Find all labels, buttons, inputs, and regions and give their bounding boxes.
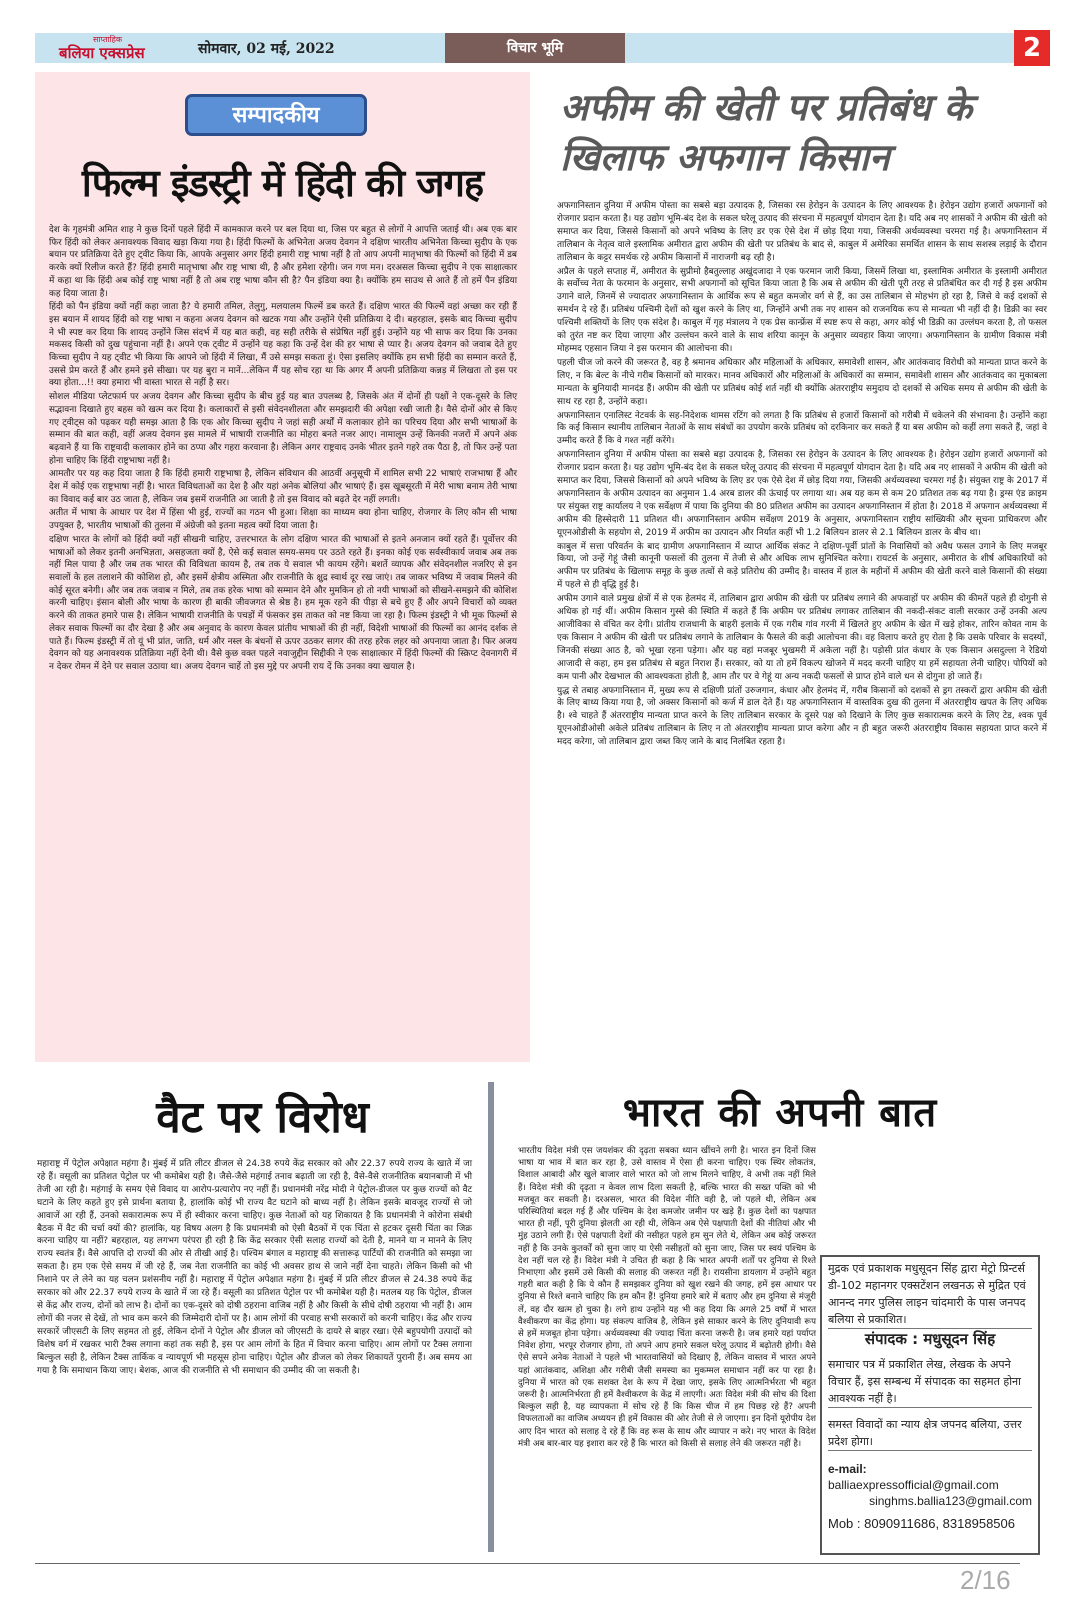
editorial-paragraph: दक्षिण भारत के लोगों को हिंदी क्यों नहीं सीखनी चाहिए, उत्तरभारत के लोग दक्षिण भारत की भाषाओं से इतने अनजान क्यों रहते हैं। पूर्वोत्तर की भाषाओं को लेकर इतनी अनभिज्ञता, असहजता क्यों है, ऐसे कई सवाल समय-समय पर उठते रहते हैं। इनका कोई एक सर्वस्वीकार्य जवाब अब तक नहीं मिल पाया है और जब तक भारत की विविधता कायम है, तब तक ये सवाल भी कायम रहेंगे। बशर्ते व्यापक और संवेदनशील नजरिए से इन सवालों के हल तलाशने की कोशिश हो, और इसमें क्षेत्रीय अस्मिता और राजनीति के क्षुद्र स्वार्थ दूर रख जाएं। तब जाकर भविष्य में जवाब मिलने की कोई सूरत बनेगी। और जब तक जवाब न मिले, तब तक हरेक भाषा को सम्मान देने और मुमकिन हो तो नयी भाषाओं को सीखने-समझने की कोशिश करनी चाहिए। इंसान बोली और भाषा के कारण ही बाकी जीवजगत से श्रेष्ठ है। हम मूक रहने की पीड़ा से बचे हुए हैं और अपने विचारों को व्यक्त करने की ताकत हमारे पास है। लेकिन भाषायी राजनीति के पचड़ों में फंसकर इस ताकत को नष्ट किया जा रहा है। फिल्म इंडस्ट्री ने भी मूक फिल्मों से लेकर सवाक फिल्मों का दौर देखा है और अब अनुवाद के कारण केवल प्रांतीय भाषाओं की ही नहीं, विदेशी भाषाओं की फिल्मों का आनंद दर्शक ले पाते हैं। फिल्म इंडस्ट्री में तो यूं भी प्रांत, जाति, धर्म और नस्ल के बंधनों से ऊपर उठकर सागर की तरह हरेक लहर को अपनाया जाता है। फिर अजय देवगन को यह अनावश्यक प्रतिक्रिया नहीं देनी थी। वैसे कुछ वक्त पहले नवाजुद्दीन सिद्दीकी ने एक साक्षात्कार में हिंदी फिल्मों की स्क्रिप्ट देवनागरी में न देकर रोमन में देने पर सवाल उठाया था। अजय देवगन चाहें तो इस मुद्दे पर अपनी राय दें कि उनका क्या खयाल है। <box>49 534 517 672</box>
section-title: विचार भूमि <box>445 33 625 63</box>
afghan-paragraph: काबुल में सत्ता परिवर्तन के बाद ग्रामीण अफगानिस्तान में व्याप्त आर्थिक संकट ने दक्षिण-पूर्वी प्रांतों के निवासियों को अवैध फसल उगाने के लिए मजबूर किया, जो उन्हें गेहूं जैसी कानूनी फसलों की तुलना में तेजी से और अधिक लाभ सुनिश्चित करेगा। रायटर्स के अनुसार, अमीरात के शीर्ष अधिकारियों को अफीम पर प्रतिबंध के खिलाफ समूह के कुछ तत्वों से कड़े प्रतिरोध की उम्मीद है। वास्तव में हाल के महीनों में अफीम की खेती करने वाले किसानों की संख्या में पहले से ही वृद्धि हुई है। <box>557 541 1047 591</box>
email-label: e-mail: <box>828 1462 867 1476</box>
afghan-article-body <box>557 200 1047 750</box>
imprint-disclaimer: समाचार पत्र में प्रकाशित लेख, लेखक के अपने विचार हैं, इस सम्बन्ध में संपादक का सहमत होना आवश्यक नहीं है। <box>828 1356 1032 1408</box>
editorial-title: फिल्म इंडस्ट्री में हिंदी की जगह <box>81 160 484 205</box>
afghan-paragraph: पहली चीज जो करने की जरूरत है, वह है श्रमानव अधिकार और महिलाओं के अधिकार, समावेशी शासन, और आतंकवाद विरोधी को मान्यता प्राप्त करने के लिए, न कि बेल्ट के नीचे गरीब किसानों को मारकर। मानव अधिकारों और महिलाओं के अधिकारों का सम्मान, समावेशी शासन और आतंकवाद का मुकाबला मान्यता के बुनियादी मानदंड हैं। अफीम की खेती पर प्रतिबंध कोई शर्त नहीं थी क्योंकि अंतरराष्ट्रीय समुदाय दो दशकों से अधिक समय से अफीम की खेती के साथ रह रहा है, उन्होंने कहा। <box>557 357 1047 407</box>
imprint-jurisdiction: समस्त विवादों का न्याय क्षेत्र जपनद बलिया, उत्तर प्रदेश होगा। <box>828 1416 1032 1451</box>
india-article-title: भारत की अपनी बात <box>622 1089 938 1136</box>
dateline: सोमवार, 02 मई, 2022 <box>198 40 335 57</box>
afghan-paragraph: अफीम उगाने वाले प्रमुख क्षेत्रों में से एक हेलमंद में, तालिबान द्वारा अफीम की खेती पर प्रतिबंध लगाने की अफवाहों पर अफीम की कीमतें पहले ही दोगुनी से अधिक हो गई थीं। अफीम किसान गुस्से की स्थिति में कहते हैं कि अफीम पर प्रतिबंध लगाकर तालिबान की नकदी-संकट वाली सरकार उन्हें उनकी अल्प आजीविका से वंचित कर देगी। प्रांतीय राजधानी के बाहरी इलाके में एक गरीब गांव गरनी में खिलते हुए अफीम के खेत में खड़े होकर, तारिन कोवत नाम के एक किसान ने अफीम की खेती पर प्रतिबंध लगाने के तालिबान के फैसले की कड़ी आलोचना की। वह विलाप करते हुए रोता है कि उसके परिवार के सदस्यों, जिनकी संख्या आठ है, को भूखा रहना पड़ेगा। और यह वहां मजबूर भुखमरी में अकेला नहीं है। पड़ोसी प्रांत कंधार के एक किसान असदुल्ला ने रेडियो आजादी से कहा, हम इस प्रतिबंध से बहुत निराश हैं। सरकार, को या तो हमें विकल्प खोजने में मदद करनी चाहिए या हमें सहायता लेनी चाहिए। पोपियों को कम पानी और देखभाल की आवश्यकता होती है, आम तौर पर वे गेहूं या अन्य नकदी फसलों से प्राप्त होने वाले धन से दोगुना हो जाते हैं। <box>557 594 1047 682</box>
vat-article-title: वैट पर विरोध <box>156 1092 369 1143</box>
afghan-paragraph: अफगानिस्तान दुनिया में अफीम पोस्ता का सबसे बड़ा उत्पादक है, जिसका रस हेरोइन के उत्पादन के लिए आवश्यक है। हेरोइन उद्योग हजारों अफगानों को रोजगार प्रदान करता है। यह उद्योग भूमि-बंद देश के सकल घरेलू उत्पाद की संरचना में महत्वपूर्ण योगदान देता है। यदि अब नए शासकों ने अफीम की खेती को समाप्त कर दिया, जिससे किसानों को अपने भविष्य के लिए डर एक ऐसे देश में छोड़ दिया गया, जिसकी अर्थव्यवस्था चरमरा गई है। संयुक्त राष्ट्र के 2017 में अफगानिस्तान के अफीम उत्पादन का अनुमान 1.4 अरब डालर की ऊंचाई पर लगाया था। अब यह कम से कम 20 प्रतिशत तक बढ़ गया है। ड्रग्स एंड क्राइम पर संयुक्त राष्ट्र कार्यालय ने एक सर्वेक्षण में पाया कि दुनिया की 80 प्रतिशत अफीम का उत्पादन अफगानिस्तान में होता है। 2018 में अफगान अर्थव्यवस्था में अफीम की हिस्सेदारी 11 प्रतिशत थी। अफगानिस्तान अफीम सर्वेक्षण 2019 के अनुसार, अफगानिस्तान राष्ट्रीय सांख्यिकी और सूचना प्राधिकरण और यूएनओडीसी के सहयोग से, 2019 में अफीम का उत्पादन और निर्यात कहीं भी 1.2 बिलियन डालर से 2.1 बिलियन डालर के बीच था। <box>557 450 1047 538</box>
editorial-paragraph: देश के गृहमंत्री अमित शाह ने कुछ दिनों पहले हिंदी में कामकाज करने पर बल दिया था, जिस पर बहुत से लोगों ने आपत्ति जताई थी। अब एक बार फिर हिंदी को लेकर अनावश्यक विवाद खड़ा किया गया है। हिंदी फिल्मों के अभिनेता अजय देवगन ने दक्षिण भारतीय अभिनेता किच्चा सुदीप के एक बयान पर प्रतिक्रिया देते हुए ट्वीट किया कि, आपके अनुसार अगर हिंदी हमारी राष्ट्र भाषा नहीं है तो आप अपनी मातृभाषा की फिल्मों को हिंदी में डब करके क्यों रिलीज करते हैं? हिंदी हमारी मातृभाषा और राष्ट्र भाषा थी, है और हमेशा रहेगी। जन गण मन। दरअसल किच्चा सुदीप ने एक साक्षात्कार में कहा था कि हिंदी अब कोई राष्ट्र भाषा नहीं है तो अब राष्ट्र भाषा कौन सी है? पैन इंडिया क्या है। क्योंकि हम साउथ से आते हैं तो हमें पैन इंडिया कह दिया जाता है। <box>49 225 517 299</box>
column-divider <box>488 1082 494 1552</box>
bottom-rule <box>35 1563 1020 1564</box>
editorial-paragraph: आमतौर पर यह कह दिया जाता है कि हिंदी हमारी राष्ट्रभाषा है, लेकिन संविधान की आठवीं अनुसूची में शामिल सभी 22 भाषाएं राजभाषा हैं और देश में कोई एक राष्ट्रभाषा नहीं है। भारत विविधताओं का देश है और यहां अनेक बोलियां और भाषाएं हैं। इस खूबसूरती में मेरी भाषा बनाम तेरी भाषा का विवाद कई बार उठ जाता है, लेकिन जब इसमें राजनीति आ जाती है तो इस विवाद को बढ़ते देर नहीं लगती। <box>49 469 517 505</box>
editorial-paragraph: सोशल मीडिया प्लेटफार्म पर अजय देवगन और किच्चा सुदीप के बीच हुई यह बात उपलब्ध है, जिसके अंत में दोनों ही पक्षों ने एक-दूसरे के लिए सद्भावना दिखाते हुए बहस को खत्म कर दिया है। कलाकारों से इसी संवेदनशीलता और समझदारी की अपेक्षा रखी जाती है। वैसे दोनों ओर से किए गए ट्वीट्स को पढ़कर यही समझ आता है कि एक ओर किच्चा सुदीप ने जहां सही अर्थों में कलाकार होने का परिचय दिया और सभी भाषाओं के सम्मान की बात कही, वहीं अजय देवगन इस मामले में भाषायी राजनीति का मोहरा बनते नजर आए। नामालूम उन्हें किनकी नजरों में अपने अंक बढ़वाने हैं या कि राष्ट्रवादी कलाकार होने का ठप्पा और गहरा करवाना है। लेकिन अगर राष्ट्रवाद उनके भीतर इतने गहरे तक पैठा है, तो फिर उन्हें पता होना चाहिए कि हिंदी राष्ट्रभाषा नहीं है। <box>49 392 517 466</box>
afghan-paragraph: अप्रैल के पहले सप्ताह में, अमीरात के सुप्रीमो हैबतुल्लाह अखुंदजादा ने एक फरमान जारी किया, जिसमें लिखा था, इस्लामिक अमीरात के इस्लामी अमीरात के सर्वोच्च नेता के फरमान के अनुसार, सभी अफगानों को सूचित किया जाता है कि अब से अफीम की खेती पूरी तरह से प्रतिबंधित कर दी गई है इस अफीम उगाने वाले, जिनमें से ज्यादातर अफगानिस्तान के आर्थिक रूप से बहुत कमजोर वर्ग से हैं, का उस तालिबान से मोहभंग हो रहा है, जिसे वे कई दशकों से समर्थन दे रहे हैं। प्रतिबंध पश्चिमी देशों को खुश करने के लिए था, जिन्होंने अभी तक नए शासन को राजनयिक रूप से मान्यता भी नहीं दी है। डिक्री का स्वर पश्चिमी शक्तियों के लिए एक संदेश है। काबुल में गृह मंत्रालय ने एक प्रेस कान्फ्रेंस में स्पष्ट रूप से कहा, अगर कोई भी डिक्री का उल्लंघन करता है, तो फसल को तुरंत नष्ट कर दिया जाएगा और उल्लंघन करने वाले के साथ शरिया कानून के अनुसार व्यवहार किया जाएगा। अफगानिस्तान के ग्रामीण विकास मंत्री मोहम्मद एहसान जिया ने इस फरमान की आलोचना की। <box>557 266 1047 354</box>
brand-name: बलिया एक्सप्रेस <box>59 44 145 62</box>
editorial-paragraph: हिंदी को पैन इंडिया क्यों नहीं कहा जाता है? ये हमारी तमिल, तेलुगु, मलयालम फिल्में डब करते हैं। दक्षिण भारत की फिल्में वहां अच्छा कर रही हैं इस बयान में शायद हिंदी को राष्ट्र भाषा न कहना अजय देवगन को खटक गया और उन्होंने ऐसी प्रतिक्रिया दे दी। बहरहाल, इसके बाद किच्चा सुदीप ने भी स्पष्ट कर दिया कि शायद उन्होंने जिस संदर्भ में यह बात कही, वह सही तरीके से संप्रेषित नहीं हुई। उन्होंने यह भी साफ कर दिया कि उनका मकसद किसी को दुख पहुंचाना नहीं है। अपने एक ट्वीट में उन्होंने यह कहा कि उन्हें देश की हर भाषा से प्यार है। अजय देवगन को जवाब देते हुए किच्चा सुदीप ने यह ट्वीट भी किया कि आपने जो हिंदी में लिखा, मैं उसे समझ सकता हूं। ऐसा इसलिए क्योंकि हम सभी हिंदी का सम्मान करते हैं, उससे प्रेम करते हैं और हमने इसे सीखा। पर यह बुरा न मानें...लेकिन मैं यह सोच रहा था कि अगर मैं अपनी प्रतिक्रिया कन्नड़ में लिखता तो इस पर क्या होता...!! क्या हमारा भी वास्ता भारत से नहीं है सर। <box>49 302 517 389</box>
email-primary[interactable]: balliaexpressofficial@gmail.com <box>828 1478 999 1492</box>
afghan-paragraph: अफगानिस्तान एनालिस्ट नेटवर्क के सह-निदेशक थामस रटिंग को लगता है कि प्रतिबंध से हजारों किसानों को गरीबी में धकेलने की संभावना है। उन्होंने कहा कि कई किसान स्थानीय तालिबान नेताओं के साथ संबंधों का उपयोग करके प्रतिबंध को दरकिनार कर सकते हैं या बस अफीम को कहीं लगा सकते हैं, जहां वे उम्मीद करते हैं कि वे गश्त नहीं करेंगे। <box>557 410 1047 447</box>
editorial-badge: सम्पादकीय <box>185 94 367 136</box>
imprint-box <box>820 1255 1040 1555</box>
brand-weekly: साप्ताहिक <box>93 35 123 44</box>
page-indicator: 2/16 <box>960 1565 1011 1595</box>
editorial-body <box>49 224 517 675</box>
editorial-paragraph: अतीत में भाषा के आधार पर देश में हिंसा भी हुई, राज्यों का गठन भी हुआ। शिक्षा का माध्यम क्या होना चाहिए, रोजगार के लिए कौन सी भाषा उपयुक्त है, भारतीय भाषाओं की तुलना में अंग्रेजी को इतना महत्व क्यों दिया जाता है। <box>49 508 517 532</box>
imprint-contact <box>828 1461 1032 1509</box>
vat-article-body: महाराष्ट्र में पेट्रोल अपेक्षात महंगा है। मुंबई में प्रति लीटर डीजल से 24.38 रुपये केंद्र सरकार को और 22.37 रुपये राज्य के खाते में जा रहे हैं। वसूली का प्रतिशत पेट्रोल पर भी कमोबेश यही है। जैसे-जैसे महंगाई तनाव बढ़ाती जा रही है, वैसे-वैसे राजनीतिक बयानबाजी में भी तेजी आ रही है। महंगाई के समय ऐसे विवाद या आरोप-प्रत्यारोप नए नहीं हैं। प्रधानमंत्री नरेंद्र मोदी ने पेट्रोल-डीजल पर कुछ राज्यों को वैट घटाने के लिए कहते हुए इसे प्रार्थना बताया है, हालांकि कोई भी राज्य वैट घटाने को बाध्य नहीं है। लेकिन इसके बावजूद राज्यों से जो आवाजें आ रही हैं, उनको सकारात्मक रूप में ही स्वीकार करना चाहिए। कुछ नेताओं को यह शिकायत है कि प्रधानमंत्री ने कोरोना संबंधी बैठक में वैट की चर्चा क्यों की? हालांकि, यह विषय अलग है कि प्रधानमंत्री को ऐसी बैठकों में एक चिंता से हटकर दूसरी चिंता का जिक्र करना चाहिए या नहीं? बहरहाल, यह लगभग परंपरा ही रही है कि केंद्र सरकार ऐसी सलाह राज्यों को देती है, मानने या न मानने के लिए राज्य स्वतंत्र हैं। वैसे आपत्ति दो राज्यों की ओर से तीखी आई है। पश्चिम बंगाल व महाराष्ट्र की सत्तारूढ़ पार्टियों की राजनीति को समझा जा सकता है। हम एक ऐसे समय में जी रहे हैं, जब नेता राजनीति का कोई भी अवसर हाथ से जाने नहीं देना चाहते। लेकिन किसी को भी निशाने पर ले लेने का यह चलन प्रशंसनीय नहीं है। महाराष्ट्र में पेट्रोल अपेक्षात महंगा है। मुंबई में प्रति लीटर डीजल से 24.38 रुपये केंद्र सरकार को और 22.37 रुपये राज्य के खाते में जा रहे हैं। वसूली का प्रतिशत पेट्रोल पर भी कमोबेश यही है। मतलब यह कि पेट्रोल, डीजल से केंद्र और राज्य, दोनों को लाभ है। दोनों का एक-दूसरे को दोषी ठहराना वाजिब नहीं है और किसी के सीधे दोषी ठहराया भी नहीं है। आम लोगों की नजर से देखें, तो भाव कम करने की जिम्मेदारी दोनों पर है। आम लोगों की परवाह सभी सरकारों को करनी चाहिए। केंद्र और राज्य सरकारें जीएसटी के लिए सहमत तो हुई, लेकिन दोनों ने पेट्रोल और डीजल को जीएसटी के दायरे से बाहर रखा। ऐसे बहुपयोगी उत्पादों को विशेष वर्ग में रखकर भारी टैक्स लगाना कहां तक सही है, इस पर आम लोगों के हित में विचार करना चाहिए। आम लोगों पर टैक्स लगाना बिल्कुल सही है, लेकिन टैक्स तार्किक व न्यायपूर्ण भी महसूस होना चाहिए। पेट्रोल और डीजल को लेकर शिकायतें पुरानी हैं। अब समय आ गया है कि समाधान किया जाए। बेशक, आज की राजनीति से भी समाधान की उम्मीद की जा सकती है। <box>37 1159 473 1376</box>
imprint-publisher: मुद्रक एवं प्रकाशक मधुसूदन सिंह द्वारा मेट्रो प्रिन्टर्स डी-102 महानगर एक्सटेंशन लखनऊ से मुद्रित एवं आनन्द नगर पुलिस लाइन चांदमारी के पास जनपद बलिया से प्रकाशित। <box>828 1260 1032 1329</box>
masthead <box>35 33 1050 63</box>
editorial-panel <box>35 72 530 1062</box>
afghan-article-title: अफीम की खेती पर प्रतिबंध के खिलाफ अफगान किसान <box>560 85 973 179</box>
mobile-numbers: Mob : 8090911686, 8318958506 <box>828 1516 1015 1531</box>
india-article-body: भारतीय विदेश मंत्री एस जयशंकर की दृढ़ता सबका ध्यान खींचने लगी है। भारत इन दिनों जिस भाषा या भाव में बात कर रहा है, उसे वास्तव में ऐसा ही करना चाहिए। एक स्थिर लोकतंत्र, विशाल आबादी और खुले बाजार वाले भारत को जो लाभ मिलने चाहिए, वे अभी तक नहीं मिले हैं। विदेश मंत्री की दृढ़ता न केवल लाभ दिला सकती है, बल्कि भारत की सख्त पक्ति को भी मजबूत कर सकती है। दरअसल, भारत की विदेश नीति वही है, जो पहले थी, लेकिन अब परिस्थितियां बदल गई हैं और पश्चिम के देश कमजोर जमीन पर खड़े हैं। कुछ देशों का पक्षपात भारत ही नहीं, पूरी दुनिया झेलती आ रही थी, लेकिन अब ऐसे पक्षपाती देशों की नीतियां और भी मुंह उठाने लगी हैं। ऐसे पक्षपाती देशों की नसीहत पहले हम सुन लेते थे, लेकिन अब कोई जरूरत नहीं है कि उनके कुतर्कों को सुना जाए या ऐसी नसीहतों को सुना जाए, जिस पर स्वयं पश्चिम के देश नहीं चल रहे हैं। विदेश मंत्री ने उचित ही कहा है कि भारत अपनी शर्तों पर दुनिया से रिश्ते निभाएगा और इसमें उसे किसी की सलाह की जरूरत नहीं है। रायसीना डायलाग में उन्होंने बहुत गहरी बात कही है कि ये कौन हैं समझकर दुनिया को खुश रखने की जगह, हमें इस आधार पर दुनिया से रिश्ते बनाने चाहिए कि हम कौन हैं! दुनिया हमारे बारे में बताए और हम दुनिया से मंजूरी लें, वह दौर खत्म हो चुका है। लगे हाथ उन्होंने यह भी कह दिया कि अगले 25 वर्षों में भारत वैश्वीकरण का केंद्र होगा। यह संकल्प वाजिब है, लेकिन इसे साकार करने के लिए दुनियावी रूप से हमें मजबूत होना पड़ेगा। अर्थव्यवस्था की ज्यादा चिंता करना जरूरी है। जब हमारे यहां पर्याप्त निवेश होगा, भरपूर रोजगार होगा, तो अपने आप हमारे सकल घरेलू उत्पाद में बढ़ोतरी होगी। वैसे ऐसे सपने अनेक नेताओं ने पहले भी भारतवासियों को दिखाए हैं, लेकिन वास्तव में भारत अपने यहां आतंकवाद, अशिक्षा और गरीबी जैसी समस्या का मुकम्मल समाधान नहीं कर पा रहा है। दुनिया में भारत को एक सशक्त देश के रूप में देखा जाए, इसके लिए आत्मनिर्भरता भी बहुत जरूरी है। आत्मनिर्भरता ही हमें वैश्वीकरण के केंद्र में लाएगी। अतः विदेश मंत्री की सोच की दिशा बिल्कुल सही है, यह व्यापकता में सोच रहे हैं कि किस चीज में हम पिछड़ रहे हैं? अपनी विफलताओं का वाजिब अध्ययन ही हमें विकास की ओर तेजी से ले जाएगा। इन दिनों यूरोपीय देश आए दिन भारत को सलाह दे रहे हैं कि वह रूस के साथ और व्यापार न करे। नए भारत के विदेश मंत्री अब बार-बार यह इशारा कर रहे हैं कि भारत को किसी से सलाह लेने की जरूरत नहीं है। <box>518 1146 816 1449</box>
page-number: 2 <box>1014 30 1050 66</box>
afghan-paragraph: अफगानिस्तान दुनिया में अफीम पोस्ता का सबसे बड़ा उत्पादक है, जिसका रस हेरोइन के उत्पादन के लिए आवश्यक है। हेरोइन उद्योग हजारों अफगानों को रोजगार प्रदान करता है। यह उद्योग भूमि-बंद देश के सकल घरेलू उत्पाद की संरचना में महत्वपूर्ण योगदान देता है। यदि अब नए शासकों ने अफीम की खेती को समाप्त कर दिया, जिससे किसानों को अपने भविष्य के लिए डर एक ऐसे देश में छोड़ दिया गया, जिसकी अर्थव्यवस्था चरमरा गई है। अफगानिस्तान में तालिबान के नेतृत्व वाले इस्लामिक अमीरात द्वारा अफीम की खेती पर प्रतिबंध के बाद से, काबुल में अमेरिका समर्थित शासन के साथ सशस्त्र लड़ाई के दौरान तालिबान के कट्टर समर्थक रहे अफीम किसानों में नाराजगी बढ़ रही है। <box>557 201 1047 263</box>
email-secondary[interactable]: singhms.ballia123@gmail.com <box>869 1494 1032 1508</box>
afghan-paragraph: युद्ध से तबाह अफगानिस्तान में, मुख्य रूप से दक्षिणी प्रांतों उरुजगान, कंधार और हेलमंद में, गरीब किसानों को दशकों से ड्रग तस्करों द्वारा अफीम की खेती के लिए बाध्य किया गया है, जो अक्सर किसानों को कर्ज में डाल देते हैं। यह अफगानिस्तान में वास्तविक दुख की तुलना में अंतरराष्ट्रीय खपत के लिए अधिक है। श्वे चाहते हैं अंतरराष्ट्रीय मान्यता प्राप्त करने के लिए तालिबान सरकार के दूसरे पक्ष को दिखाने के लिए कुछ सकारात्मक करने के लिए टेड, श्वक पूर्व यूएनओडीओसी अकेले प्रतिबंध तालिबान के लिए न तो अंतरराष्ट्रीय मान्यता प्राप्त करेगा और न ही बहुत जरूरी अंतरराष्ट्रीय विकास सहायता प्राप्त करने में मदद करेगा, जो तालिबान द्वारा जब्त किए जाने के बाद निलंबित रहता है। <box>557 685 1047 748</box>
imprint-editor: संपादक : मधुसूदन सिंह <box>864 1330 996 1348</box>
brand-logo <box>35 33 180 63</box>
